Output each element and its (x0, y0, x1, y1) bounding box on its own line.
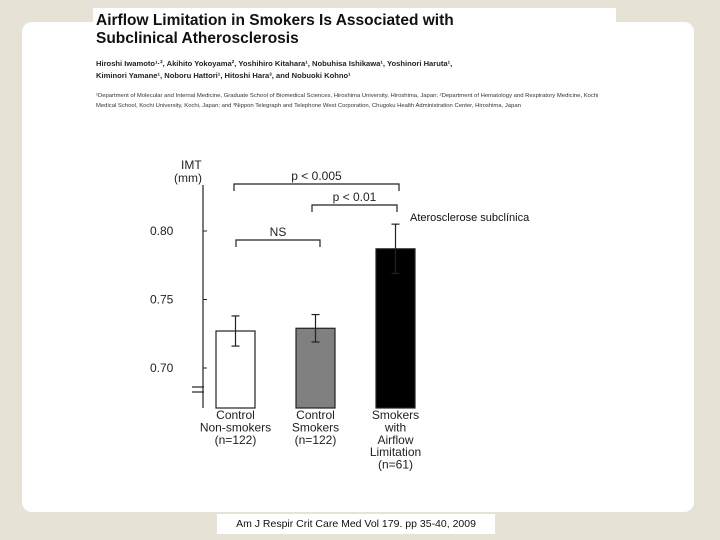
category-label: Limitation (369, 445, 422, 460)
category-label: with (384, 420, 407, 435)
paper-affiliation: ¹Department of Molecular and Internal Medicine, Graduate School of Biomedical Sciences, Hiroshima University, Hiroshima, Japan; ²Department of Hematology and Respiratory Medicine, Kochi Medical School, Kochi University, Kochi, Japan; and ³Nippon Telegraph and Telephone West Corporation, Chugoku Health Administration Center, Hiroshima, Japan (96, 93, 599, 109)
citation: Am J Respir Crit Care Med Vol 179. pp 35-40, 2009 (217, 514, 495, 534)
y-axis-label: IMT (181, 158, 202, 172)
paper-authors-line1: Hiroshi Iwamoto¹·², Akihito Yokoyama², Yoshihiro Kitahara¹, Nobuhisa Ishikawa¹, Yoshinori Haruta¹, (96, 59, 453, 68)
y-axis-unit: (mm) (174, 171, 202, 185)
paper-authors-line2: Kiminori Yamane¹, Noboru Hattori¹, Hitoshi Hara³, and Nobuoki Kohno¹ (96, 71, 351, 80)
category-label: Control (296, 408, 335, 422)
significance-label: NS (269, 225, 287, 239)
y-tick-label: 0.75 (150, 292, 174, 307)
y-tick-label: 0.70 (150, 361, 174, 375)
category-label: (n=61) (377, 457, 414, 472)
significance-bracket (236, 240, 320, 247)
category-label: Smokers (291, 420, 340, 435)
category-label: (n=122) (294, 432, 337, 447)
y-tick-label: 0.80 (150, 224, 174, 238)
category-label: Non-smokers (199, 420, 272, 435)
paper-title-line1: Airflow Limitation in Smokers Is Associated with (96, 12, 454, 29)
annotation-label: Aterosclerose subclínica (410, 212, 530, 224)
category-label: Airflow (377, 432, 414, 447)
significance-label: p < 0.005 (291, 169, 342, 183)
significance-label: p < 0.01 (332, 190, 377, 204)
significance-bracket (312, 205, 397, 212)
paper-title-line2: Subclinical Atherosclerosis (96, 30, 299, 47)
category-label: Smokers (371, 408, 420, 422)
category-label: Control (216, 408, 255, 422)
category-label: (n=122) (214, 432, 257, 447)
